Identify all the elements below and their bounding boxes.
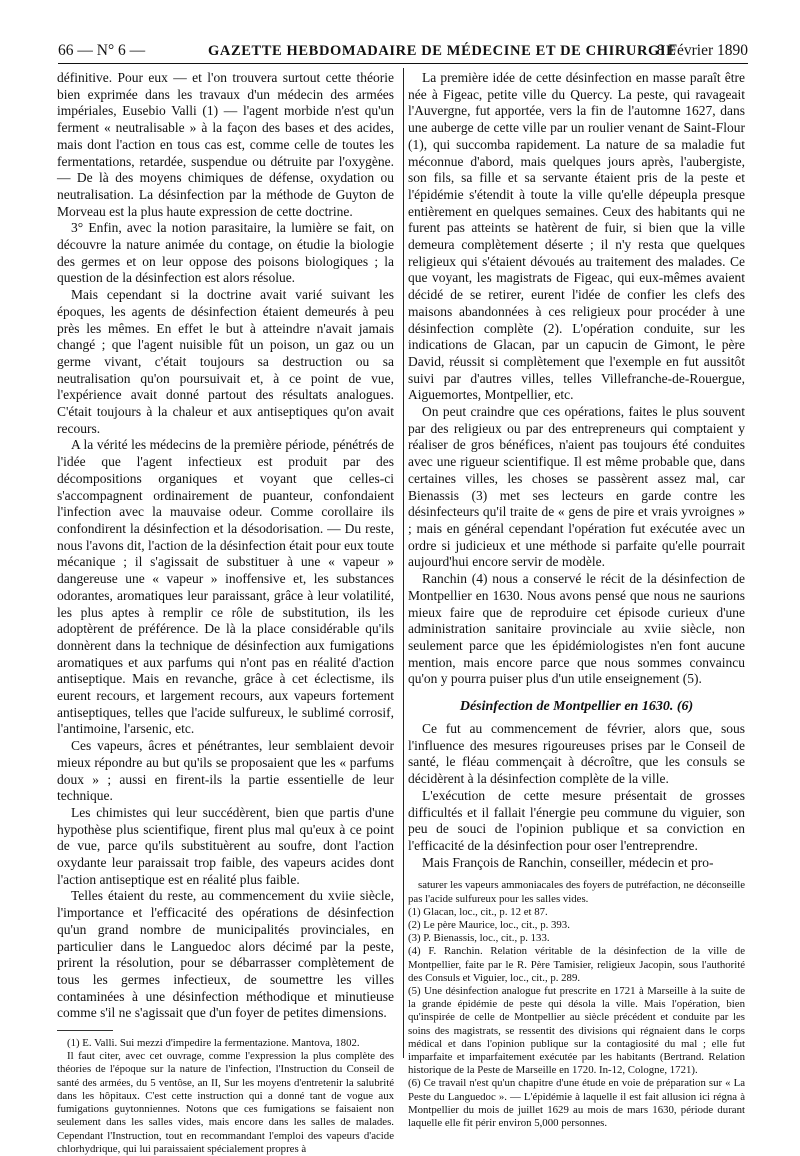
right-column [408,70,745,1130]
footnote: (1) Glacan, loc., cit., p. 12 et 87. [408,905,548,918]
section-heading: Désinfection de Montpellier en 1630. (6) [459,699,694,715]
footnote-rule [57,1030,113,1031]
page-header [58,40,748,62]
paragraph: Mais François de Ranchin, conseiller, médecin et pro- [422,854,714,870]
journal-title: GAZETTE HEBDOMADAIRE DE MÉDECINE ET DE CHIRURGIE [208,43,677,59]
spacer [408,871,745,879]
footnote: saturer les vapeurs ammoniacales des foyers de putréfaction, ne déconseille pas l'acide sulfureux pour les salles vides. [408,879,745,905]
footnote: (5) Une désinfection analogue fut prescrite en 1721 à Marseille à la suite de la grande épidémie de peste qui désola la ville. Mais l'opération, bien qu'inspirée de celle de Montpellier au siècle précédent et conduite par les soins des magistrats, se ressentit des divisions qui régnaient dans le corps médical et dans l'opinion publique sur la contagiosité du mal ; elle fut imparfaite et imparfaitement exécutée par les habitants (Bertrand. Relation historique de la Peste de Marseille en 1720. In-12, Cologne, 1721). [408,984,745,1077]
paragraph: Ranchin (4) nous a conservé le récit de la désinfection de Montpellier en 1630. Nous avons pensé que nous ne saurions mieux faire que de reproduire cet épisode curieux d'une administration sanitaire provinciale au xviie siècle, non seulement parce que les épidémiologistes n'en font aucune mention, mais encore parce que nous sommes convaincu qu'on y pourra puiser plus d'un utile enseignement (5). [408,571,745,687]
column-divider [403,68,404,1058]
footnotes [57,1037,394,1156]
paragraph: A la vérité les médecins de la première période, pénétrés de l'idée que l'agent infectieux est produit par des décompositions organiques et voyant que celles-ci s'accompagnent ordinairement de puanteur, confondaient l'infection avec la mauvaise odeur. Comme corollaire ils confondirent la désinfection et la désodorisation. — Du reste, nous l'avons dit, l'action de la désinfection était pour eux toute mécanique ; il s'agissait de substituer à une « vapeur » dangereuse une « vapeur » inoffensive et, les substances odorantes, aromatiques leur paraissant, grâce à leur volatilité, les plus aptes à remplir ce rôle de substitution, ils les adoptèrent de préférence. De là la place considérable qu'ils donnèrent dans la technique de désinfection aux fumigations aromatiques et aux parfums qui n'ont pas en réalité d'action antiseptique. Mais en revanche, grâce à cet éclectisme, ils eurent recours, et largement recours, aux vapeurs fortement antiseptiques, telles que l'acide sulfureux, le sublimé corrosif, l'antimoine, l'arsenic, etc. [57,437,394,737]
footnote: Il faut citer, avec cet ouvrage, comme l'expression la plus complète des théories de l'époque sur la nature de l'infection, l'Instruction du Conseil de santé des armées, du 5 ventôse, an II, Sur les moyens d'entretenir la salubrité dans les hôpitaux. C'est cette instruction qui a donné tant de vogue aux fumigations guytonniennes. Notons que ces fumigations se faisaient non seulement dans les salles vides, mais encore dans les salles de malades. Cependant l'Instruction, tout en recommandant l'emploi des vapeurs d'acide chlorhydrique, qui lui paraissaient spécialement propres à [57,1050,394,1155]
footnote: (3) P. Bienassis, loc., cit., p. 133. [408,932,550,945]
footnote: (1) E. Valli. Sui mezzi d'impedire la fermentazione. Mantova, 1802. [67,1037,360,1050]
paragraph: Les chimistes qui leur succédèrent, bien que partis d'une hypothèse plus scientifique, firent plus mal qu'eux à ce point de vue, parce qu'ils substituèrent au soufre, dont l'action oxydante leur paraissait trop faible, des vapeurs acides dont l'action antiseptique est en réalité plus faible. [57,804,394,887]
header-rule [58,63,748,64]
paragraph: La première idée de cette désinfection en masse paraît être née à Figeac, petite ville du Quercy. La peste, qui ravageait l'Auvergne, fut apportée, vers la fin de l'automne 1627, dans une auberge de cette ville par un roulier venant de Saint-Flour (1), qui succomba rapidement. La nature de sa maladie fut méconnue d'abord, mais quelques jours après, l'aubergiste, son fils, sa fille et sa servante étaient pris de la peste et l'épidémie s'étendit à toute la ville qu'elle dépeupla presque entièrement en quelques semaines. Ceux des habitants qui ne furent pas atteints se hatèrent de fuir, si bien que la ville demeura complètement déserte ; il n'y resta que quelques religieux qui s'étaient dévoués au traitement des malades. Ce que voyant, les magistrats de Figeac, qui eux-mêmes avaient décidé de se retirer, eurent l'idée de confier les clefs des maisons abandonnées à ces religieux pour procéder à une désinfection complète (2). L'opération conduite, sur les indications de Glacan, par un capucin de Gimont, le père David, réussit si complètement que l'exemple en fut aussitôt suivi par d'autres villes, telles Villefranche-de-Rouergue, Aiguemortes, Montpellier, etc. [408,70,745,403]
footnote: (4) F. Ranchin. Relation véritable de la désinfection de la ville de Montpellier, faite par le R. Père Tamisier, religieux Jacopin, sous l'authorité des Consuls et Viguier, loc., cit., p. 289. [408,945,745,984]
paragraph: 3° Enfin, avec la notion parasitaire, la lumière se fait, on découvre la nature animée du contage, on étudie la biologie des germes et on leur oppose des poisons biologiques ; la question de la désinfection est alors résolue. [57,220,394,286]
footnotes [408,879,745,1130]
paragraph: Ces vapeurs, âcres et pénétrantes, leur semblaient devoir mieux répondre au but qu'ils se proposaient que les « parfums doux » ; aussi en firent-ils la partie essentielle de leur technique. [57,738,394,804]
paragraph: Mais cependant si la doctrine avait varié suivant les époques, les agents de désinfection étaient demeurés à peu près les mêmes. En effet le but à atteindre n'avait jamais changé ; que l'agent nuisible fût un poison, un gaz ou un germe vivant, c'était toujours sa destruction ou sa neutralisation qu'on poursuivait et, à ce point de vue, l'expérience avait donné partout des résultats analogues. C'était toujours à la chaleur et aux antiseptiques qu'on avait recours. [57,287,394,436]
footnote: (6) Ce travail n'est qu'un chapitre d'une étude en voie de préparation sur « La Peste du Languedoc ». — L'épidémie à laquelle il est fait allusion ici régna à Montpellier du mois de juillet 1629 au mois de mars 1630, période durant laquelle elle fit périr environ 5,000 personnes. [408,1077,745,1129]
paragraph: On peut craindre que ces opérations, faites le plus souvent par des religieux ou par des entrepreneurs qui comptaient y réaliser de gros bénéfices, n'aient pas toujours été conduites avec une rigueur scientifique. Il est même probable que, dans certaines villes, les choses se passèrent assez mal, car Bienassis (3) met ses lecteurs en garde contre les désinfecteurs qu'il traite de « gens de pire et vrais yvroignes » ; mais en général cependant l'opération fut exécutée avec un ordre si judicieux et une méthode si parfaite qu'elle pourrait aujourd'hui encore servir de modèle. [408,404,745,570]
issue-date: 8 Février 1890 [656,42,748,59]
left-column [57,70,394,1156]
paragraph: Ce fut au commencement de février, alors que, sous l'influence des mesures rigoureuses prises par le Conseil de santé, le fléau commençait à décroître, que les consuls se décidèrent à la désinfection complète de la ville. [408,721,745,787]
footnote: (2) Le père Maurice, loc., cit., p. 393. [408,918,570,931]
paragraph: Telles étaient du reste, au commencement du xviie siècle, l'importance et l'efficacité des opérations de désinfection qu'un grand nombre de municipalités provinciales, en particulier dans le Languedoc alors décimé par la peste, prirent la résolution, pour se débarrasser complètement de tous les germes infectieux, de soumettre les villes contaminées à une désinfection méthodique et minutieuse comme s'il ne s'agissait que d'un foyer de petites dimensions. [57,888,394,1021]
page-number: 66 — N° 6 — [58,42,146,59]
paragraph: définitive. Pour eux — et l'on trouvera surtout cette théorie bien exprimée dans les travaux d'un médecin des armées impériales, Eusebio Valli (1) — l'agent morbide n'est qu'un ferment « neutralisable » à la façon des bases et des acides, mais dont l'action en tous cas est, comme celle de toutes les fermentations, retardée, suspendue ou détruite par l'oxygène. — De là des moyens chimiques de défense, oxydation ou neutralisation. La désinfection par la méthode de Guyton de Morveau est la plus haute expression de cette doctrine. [57,70,394,219]
paragraph: L'exécution de cette mesure présentait de grosses difficultés et il fallait l'énergie peu commune du viguier, son peu de souci de l'opinion publique et sa conviction en l'efficacité de la désinfection pour oser l'entreprendre. [408,787,745,853]
